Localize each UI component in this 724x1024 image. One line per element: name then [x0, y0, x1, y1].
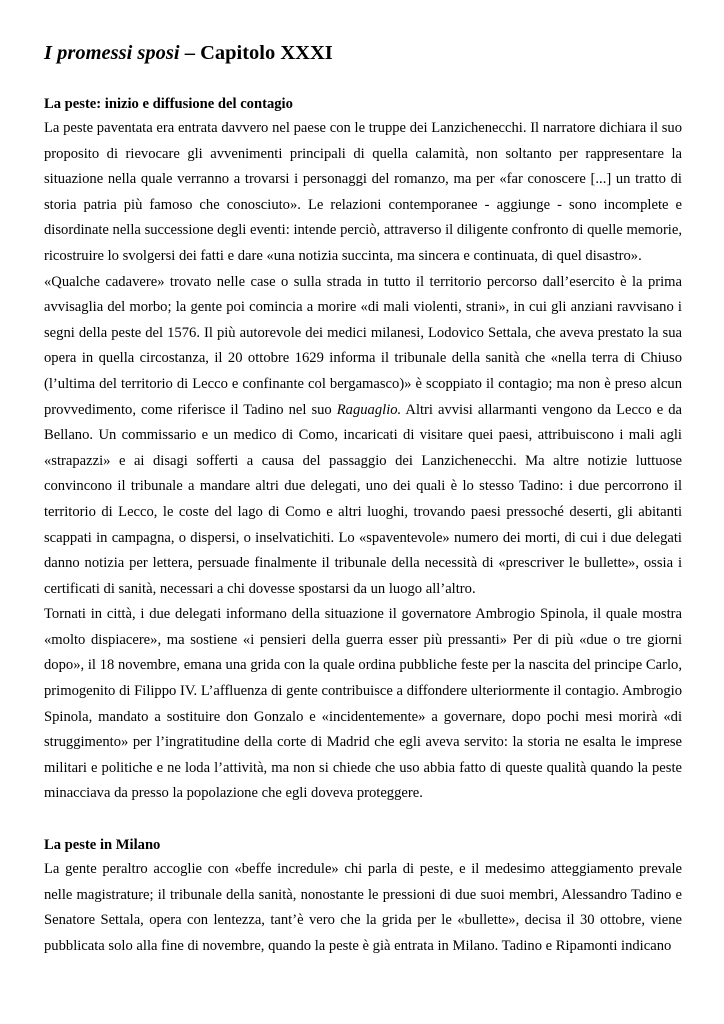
- paragraph: Tornati in città, i due delegati informano della situazione il governatore Ambrogio Spinola, il quale mostra «molto dispiacere», ma sostiene «i pensieri della guerra esser più pressanti» Per di più «due o tre giorni dopo», il 18 novembre, emana una grida con la quale ordina pubbliche feste per la nascita del principe Carlo, primogenito di Filippo IV. L’affluenza di gente contribuisce a diffondere ulteriormente il contagio. Ambrogio Spinola, mandato a sostituire don Gonzalo e «incidentemente» a governare, dopo pochi mesi morirà «di struggimento» per l’ingratitudine della corte di Madrid che egli aveva servito: la storia ne esalta le imprese militari e politiche e ne loda l’attività, ma non si chiede che uso abbia fatto di queste qualità quando la peste minacciava da presso la popolazione che egli doveva proteggere.: [44, 606, 682, 802]
- paragraph: La peste paventata era entrata davvero nel paese con le truppe dei Lanzichenecchi. Il narratore dichiara il suo proposito di rievocare gli avvenimenti principali di quella calamità, non soltanto per rappresentare la situazione nella quale verranno a trovarsi i personaggi del romanzo, ma per «far conoscere [...] un tratto di storia patria più famoso che conosciuto». Le relazioni contemporanee - aggiunge - sono incomplete e disordinate nella successione degli eventi: intende perciò, attraverso il diligente confronto di quelle memorie, ricostruire lo svolgersi dei fatti e dare «una notizia succinta, ma sincera e continuata, di quel disastro».: [44, 120, 682, 264]
- paragraph: La gente peraltro accoglie con «beffe incredule» chi parla di peste, e il medesimo atteggiamento prevale nelle magistrature; il tribunale della sanità, nonostante le pressioni di due suoi membri, Alessandro Tadino e Senatore Settala, opera con lentezza, tant’è vero che la grida per le «bullette», decisa il 30 ottobre, viene pubblicata solo alla fine di novembre, quando la peste è già entrata in Milano. Tadino e Ripamonti indicano: [44, 861, 682, 954]
- title-separator: –: [179, 42, 201, 64]
- section-heading: La peste in Milano: [44, 837, 161, 854]
- section-spacer: [44, 807, 682, 833]
- section-peste-milano: [44, 833, 682, 959]
- paragraph-text: Altri avvisi allarmanti vengono da Lecco e da Bellano. Un commissario e un medico di Como, incaricati di visitare quei paesi, attribuiscono i mali agli «strapazzi» e ai disagi sofferti a causa del passaggio dei Lanzichenecchi. Ma altre notizie luttuose convincono il tribunale a mandare altri due delegati, uno dei quali è lo stesso Tadino: i due percorrono il territorio di Lecco, le coste del lago di Como e altri luoghi, trovando paesi pressoché deserti, gli abitanti scappati in campagna, o dispersi, o inselvatichiti. Lo «spaventevole» numero dei morti, di cui i due delegati danno notizia per lettera, persuade finalmente il tribunale della necessità di «prescriver le bullette», ossia i certificati di sanità, necessari a chi dovesse spostarsi da un luogo all’altro.: [44, 401, 682, 597]
- section-heading: La peste: inizio e diffusione del contagio: [44, 96, 293, 112]
- section-inizio-contagio: [44, 92, 682, 807]
- paragraph-text: «Qualche cadavere» trovato nelle case o sulla strada in tutto il territorio percorso dall’esercito è la prima avvisaglia del morbo; la gente poi comincia a morire «di mali violenti, strani», in cui gli anziani ravvisano i segni della peste del 1576. Il più autorevole dei medici milanesi, Lodovico Settala, che aveva prestato la sua opera in quella circostanza, il 20 ottobre 1629 informa il tribunale della sanità che «nella terra di Chiuso (l’ultima del territorio di Lecco e confinante col bergamasco)» è scoppiato il contagio; ma non è preso alcun provvedimento, come riferisce il Tadino nel suo: [44, 273, 682, 418]
- chapter-title: Capitolo XXXI: [200, 42, 333, 64]
- paragraph: [44, 270, 682, 603]
- page-title: [44, 40, 682, 66]
- italic-title-raguaglio: Raguaglio.: [336, 401, 402, 418]
- work-title: I promessi sposi: [44, 42, 180, 64]
- document-page: [44, 40, 682, 959]
